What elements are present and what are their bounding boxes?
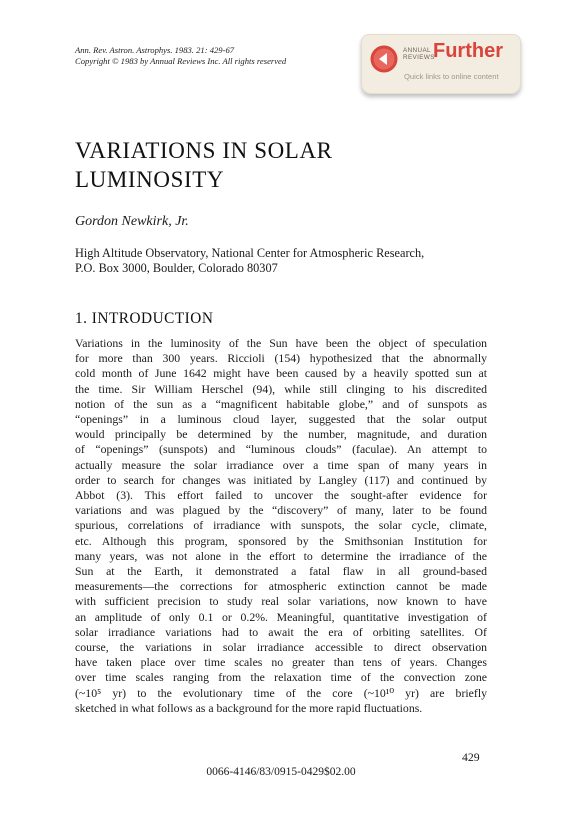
body-line: sketched in what follows as a background for the more rapid fluctuations. [75, 700, 423, 715]
body-line: (~10⁵ yr) to the evolutionary time of the core (~10¹⁰ yr) are briefly [75, 685, 487, 700]
citation-line-copyright: Copyright © 1983 by Annual Reviews Inc. All rights reserved [75, 56, 287, 66]
body-line: for more than 300 years. Riccioli (154) hypothesized that the abnormally [75, 351, 487, 366]
body-line: course, the variations in solar irradiance accessible to direct observation [75, 640, 487, 655]
page-number: 429 [462, 750, 480, 764]
body-line: etc. Although this program, sponsored by the Smithsonian Institution for [75, 533, 487, 548]
body-line: have taken place over time scales no greater than tens of years. Changes [75, 655, 487, 670]
further-label: Further [433, 40, 503, 62]
body-line: with sufficient precision to study real solar variations, now known to have [75, 594, 487, 609]
body-line: Sun at the Earth, it demonstrated a fatal flaw in all ground-based [75, 564, 487, 579]
further-subtitle: Quick links to online content [404, 72, 499, 81]
article-title-line-2: LUMINOSITY [75, 167, 225, 192]
section-heading: 1. INTRODUCTION [75, 310, 214, 327]
body-line: would principally be determined by the number, magnitude, and duration [75, 427, 487, 442]
affiliation-line-1: High Altitude Observatory, National Center for Atmospheric Research, [75, 246, 425, 260]
body-line: actually measure the solar irradiance over a time span of many years in [75, 457, 487, 472]
body-line: of “openings” (sunspots) and “luminous clouds” (faculae). An attempt to [75, 442, 487, 457]
article-title-line-1: VARIATIONS IN SOLAR [75, 138, 333, 163]
body-line: measurements—the corrections for atmospheric extinction cannot be made [75, 579, 487, 594]
author-name: Gordon Newkirk, Jr. [75, 214, 189, 229]
body-line: the time. Sir William Herschel (94), while still clinging to his discredited [75, 381, 487, 396]
citation-line-journal: Ann. Rev. Astron. Astrophys. 1983. 21: 429-67 [75, 45, 235, 55]
body-line: “openings” in a luminous cloud layer, suggested that the solar output [75, 412, 487, 427]
reviews-label: REVIEWS [403, 54, 435, 61]
body-line: cold month of June 1642 might have been caused by a heavily spotted sun at [75, 366, 487, 381]
body-line: Abbot (3). This effort failed to uncover the sought-after evidence for [75, 488, 487, 503]
body-line: variations and was plagued by the “discovery” of many, later to be found [75, 503, 487, 518]
article-title [75, 136, 333, 194]
body-line: order to search for changes was initiated by Langley (117) and continued by [75, 472, 487, 487]
annual-reviews-further-button[interactable] [361, 34, 521, 94]
body-line: spurious, correlations of irradiance with sunspots, the solar cycle, climate, [75, 518, 487, 533]
body-line: notion of the sun as a “magnificent habitable globe,” and of sunspots as [75, 396, 487, 411]
journal-citation [75, 45, 286, 67]
article-code: 0066-4146/83/0915-0429$02.00 [206, 766, 356, 778]
annual-reviews-wordmark [403, 47, 435, 61]
annual-label: ANNUAL [403, 47, 431, 54]
body-line: many years, was not alone in the effort to determine the irradiance of the [75, 548, 487, 563]
body-line: solar irradiance variations had to await the era of orbiting satellites. Of [75, 624, 487, 639]
body-line: Variations in the luminosity of the Sun have been the object of speculation [75, 336, 487, 350]
body-line: an amplitude of only 0.1 or 0.2%. Meaningful, quantitative investigation of [75, 609, 487, 624]
play-arrow-icon [370, 45, 398, 73]
body-paragraph [75, 336, 487, 716]
body-line: over time scales ranging from the relaxation time of the convection zone [75, 670, 487, 685]
affiliation-line-2: P.O. Box 3000, Boulder, Colorado 80307 [75, 261, 278, 275]
author-affiliation [75, 246, 487, 276]
